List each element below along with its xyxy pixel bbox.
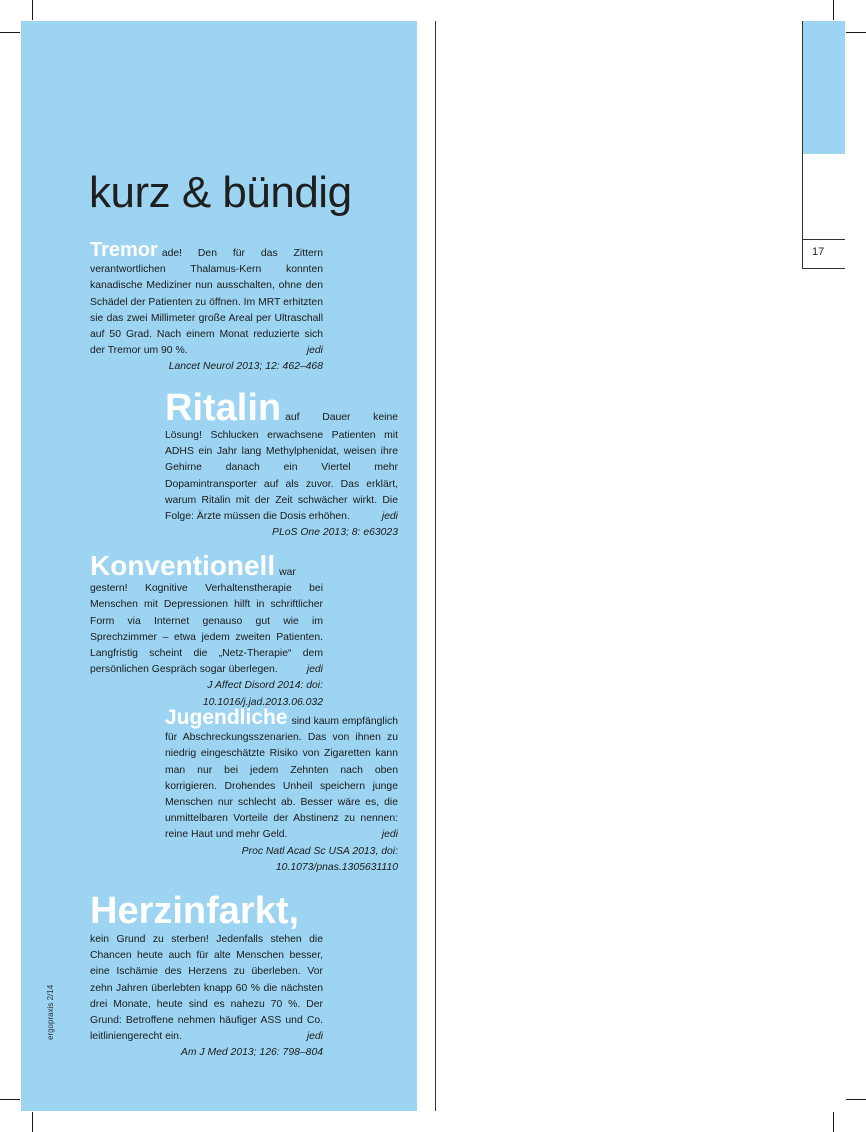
article-citation: PLoS One 2013; 8: e63023	[272, 527, 398, 539]
article-herzinfarkt	[90, 890, 323, 1062]
article-citation: J Affect Disord 2014: doi: 10.1016/j.jad.2013.06.032	[202, 680, 323, 708]
article-body: sind kaum empfänglich für Abschreckungsszenarien. Das von ihnen zu niedrig eingeschätzte Risiko von Zigaretten kann man nur bei jedem Zehnten nach oben korrigieren. Drohendes Unheil speichern junge Menschen nur schlecht ab. Besser wäre es, die unmittelbaren Vorteile der Abstinenz zu nennen: reine Haut und mehr Geld.	[165, 716, 398, 841]
article-author: jedi	[306, 664, 323, 676]
article-heading: Konventionell	[90, 550, 276, 581]
crop-mark	[32, 1112, 33, 1132]
article-author: jedi	[381, 829, 398, 841]
crop-mark	[32, 0, 33, 20]
article-author: jedi	[306, 1031, 323, 1043]
article-author: jedi	[306, 345, 323, 357]
section-tab	[803, 21, 845, 154]
article-heading: Ritalin	[165, 387, 282, 429]
page-number: 17	[812, 246, 825, 258]
crop-mark	[0, 1099, 20, 1100]
article-citation: Am J Med 2013; 126: 798–804	[180, 1047, 323, 1059]
article-body: war gestern! Kognitive Verhaltenstherapie bei Menschen mit Depressionen hilft in schriftlicher Form via Internet genauso gut wie im Sprechzimmer – etwa jedem zweiten Patienten. Langfristig scheint die „Netz-Therapie“ dem persönlichen Gespräch sogar überlegen.	[90, 567, 323, 676]
crop-mark	[833, 1112, 834, 1132]
journal-issue-label: ergopraxis 2/14	[46, 984, 55, 1040]
article-konventionell	[90, 550, 323, 711]
article-body: ade! Den für das Zittern verantwortlichen Thalamus-Kern konnten kanadische Mediziner nun ausschalten, ohne den Schädel der Patienten zu öffnen. Im MRT erhitzten sie das zwei Millimeter große Areal per Ultraschall auf 50 Grad. Nach einem Monat reduzierte sich der Tremor um 90 %.	[90, 248, 323, 357]
crop-mark	[833, 0, 834, 20]
article-ritalin	[165, 388, 398, 541]
column-divider	[435, 21, 436, 1111]
article-tremor	[90, 239, 323, 376]
article-heading: Jugendliche	[165, 706, 288, 729]
article-citation: Lancet Neurol 2013; 12: 462–468	[168, 361, 323, 373]
crop-mark	[846, 32, 866, 33]
crop-mark	[0, 32, 20, 33]
crop-mark	[846, 1099, 866, 1100]
article-author: jedi	[381, 511, 398, 523]
tab-border	[802, 268, 845, 269]
tab-border	[802, 239, 845, 240]
article-jugendliche	[165, 706, 398, 876]
article-heading: Herzinfarkt,	[90, 890, 300, 932]
page-title: kurz & bündig	[89, 168, 352, 217]
article-body: auf Dauer keine Lösung! Schlucken erwachsene Patienten mit ADHS ein Jahr lang Methylphenidat, weisen ihre Gehirne danach ein Viertel mehr Dopamintransporter auf als zuvor. Das erklärt, warum Ritalin mit der Zeit schwächer wirkt. Die Folge: Ärzte müssen die Dosis erhöhen.	[165, 412, 398, 523]
article-body: kein Grund zu sterben! Jedenfalls stehen die Chancen heute auch für alte Menschen besser, eine Ischämie des Herzens zu überleben. Vor zehn Jahren überlebten knapp 60 % die nächsten drei Monate, heute sind es nahezu 70 %. Der Grund: Betroffene nehmen häufiger ASS und Co. leitliniengerecht ein.	[90, 934, 323, 1043]
article-heading: Tremor	[90, 239, 158, 261]
article-citation: Proc Natl Acad Sc USA 2013, doi: 10.1073/pnas.1305631110	[241, 845, 398, 873]
tab-border	[802, 21, 803, 268]
